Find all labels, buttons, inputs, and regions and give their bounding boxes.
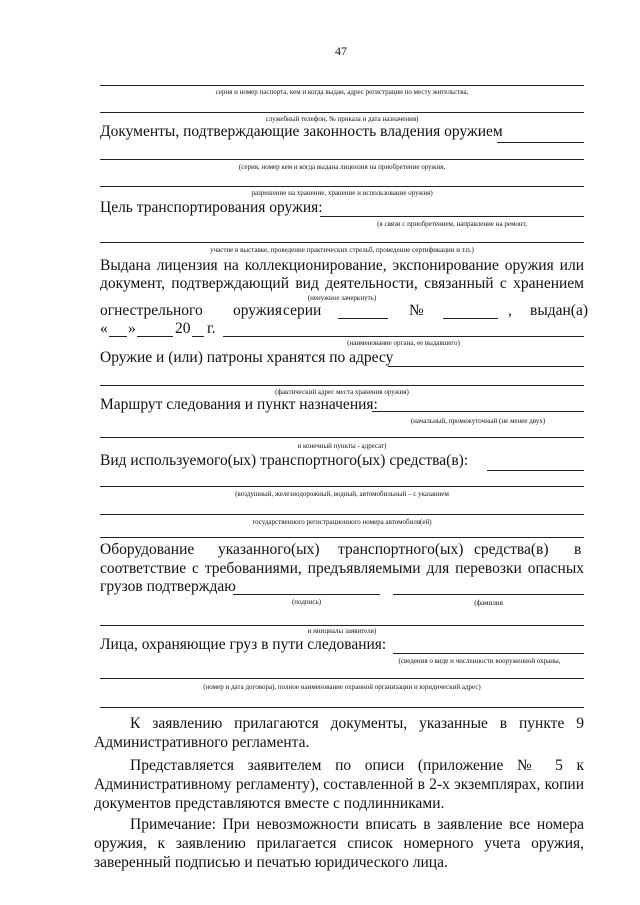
caption-passport: серия и номер паспорта, кем и когда выдан, адрес регистрации по месту жительства,	[215, 88, 469, 96]
caption-signature: (подпись)	[291, 598, 322, 606]
caption-route-1: (начальный, промежуточный (не менее двух)	[410, 417, 546, 425]
paragraph-note-rest: оружия, к заявлению прилагается список номерного учета оружия, заверенный подписью и печатью юридического лица.	[94, 835, 584, 871]
blank-line	[100, 537, 584, 538]
equipment-line-3: грузов подтверждаю	[100, 578, 236, 595]
caption-storage: (фактический адрес места хранения оружия)	[275, 388, 409, 396]
date-close-quote: »	[128, 320, 136, 337]
blank-line	[100, 514, 584, 515]
blank-line	[100, 678, 584, 679]
caption-org: (наименование органа, ее выдавшего)	[347, 339, 460, 347]
paragraph-inventory	[94, 756, 584, 813]
paragraph-attachments-rest: Административного регламента.	[94, 734, 310, 751]
paragraph-inventory-line-1: Представляется заявителем по описи (приложение № 5 к	[130, 757, 584, 774]
firearm-word: огнестрельного	[100, 302, 203, 319]
paragraph-attachments-line-1: К заявлению прилагаются документы, указанные в пункте 9	[130, 715, 584, 732]
blank-line	[443, 318, 498, 319]
caption-license-1: (серия, номер кем и когда выдана лицензия на приобретение оружия,	[238, 163, 446, 171]
blank-line	[393, 594, 584, 595]
equipment-word-4: средства(в)	[474, 541, 549, 558]
blank-line	[372, 411, 584, 412]
blank-line	[100, 385, 584, 386]
paragraph-note-line-1: Примечание: При невозможности вписать в заявление все номера	[130, 816, 584, 833]
equipment-word-1: Оборудование	[100, 541, 195, 558]
caption-guards-2: (номер и дата договора), полное наименование охранной организации и юридический адрес)	[203, 683, 481, 691]
blank-line	[100, 159, 584, 160]
paragraph-inventory-rest: Административному регламенту), составленной в 2-х экземплярах, копии документов представляются вместе с подлинниками.	[94, 776, 584, 812]
number-sign: №	[409, 302, 424, 319]
date-open-quote: «	[100, 320, 108, 337]
caption-surname: (фамилия	[474, 599, 503, 607]
paragraph-note	[94, 815, 584, 872]
collection-line-2: документ, подтверждающий вид деятельности, связанный с хранением	[100, 275, 584, 292]
blank-line	[100, 486, 584, 487]
issued-word: выдан(а)	[530, 302, 588, 319]
purpose-label: Цель транспортирования оружия:	[100, 199, 323, 216]
vehicle-label: Вид используемого(ых) транспортного(ых) средства(в):	[100, 452, 469, 469]
blank-line	[100, 625, 584, 626]
paragraph-attachments	[94, 714, 584, 752]
collection-line-1: Выдана лицензия на коллекционирование, экспонирование оружия или	[100, 257, 584, 274]
caption-license-2: разрешение на хранение, хранение и использование оружия)	[251, 189, 433, 197]
caption-initials: и инициалы заявителя)	[307, 627, 377, 635]
blank-line	[100, 112, 584, 113]
storage-label: Оружие и (или) патроны хранятся по адресу	[100, 349, 394, 366]
guards-label: Лица, охраняющие груз в пути следования:	[100, 636, 387, 653]
series-word: серии	[283, 302, 322, 319]
blank-line	[223, 336, 584, 337]
page-number: 47	[335, 44, 347, 58]
caption-purpose-2: участие в выставке, проведение практических стрельб, проведение сертификации и т.п.)	[210, 246, 474, 254]
blank-line	[233, 594, 380, 595]
blank-line	[109, 336, 127, 337]
blank-line	[320, 216, 584, 217]
equipment-word-2: указанного(ых)	[218, 541, 320, 558]
caption-vehicle-2: государственного регистрационного номера автомобиля(ей)	[252, 518, 432, 526]
blank-line	[388, 366, 584, 367]
equipment-word-5: в	[574, 541, 582, 558]
blank-line	[487, 470, 584, 471]
date-g: г.	[207, 320, 216, 337]
caption-phone: служебный телефон, № приказа и дата назначения)	[265, 115, 419, 123]
caption-strike: (ненужное зачеркнуть)	[307, 294, 377, 302]
caption-route-2: и конечный пункты - адресат)	[297, 442, 387, 450]
equipment-line-2: соответствие с требованиями, предъявляемыми для перевозки опасных	[100, 560, 584, 577]
docs-label: Документы, подтверждающие законность владения оружием	[100, 123, 503, 140]
weapon-word: оружия	[233, 302, 282, 319]
blank-line	[100, 186, 584, 187]
blank-line	[497, 142, 584, 143]
blank-line	[192, 336, 204, 337]
blank-line	[100, 85, 584, 86]
blank-line	[100, 707, 584, 708]
blank-line	[137, 336, 173, 337]
date-year: 20	[175, 320, 191, 337]
blank-line	[100, 242, 584, 243]
blank-line	[100, 437, 584, 438]
blank-line	[393, 653, 584, 654]
blank-line	[338, 318, 388, 319]
equipment-word-3: транспортного(ых)	[338, 541, 464, 558]
caption-vehicle-1: (воздушный, железнодорожный, водный, автомобильный – с указанием	[235, 490, 449, 498]
comma: ,	[508, 302, 512, 319]
caption-guards-1: (сведения о виде и численности вооруженной охраны,	[398, 657, 561, 665]
route-label: Маршрут следования и пункт назначения:	[100, 396, 378, 413]
caption-purpose-1: (в связи с приобретением, направление на ремонт,	[377, 220, 527, 228]
